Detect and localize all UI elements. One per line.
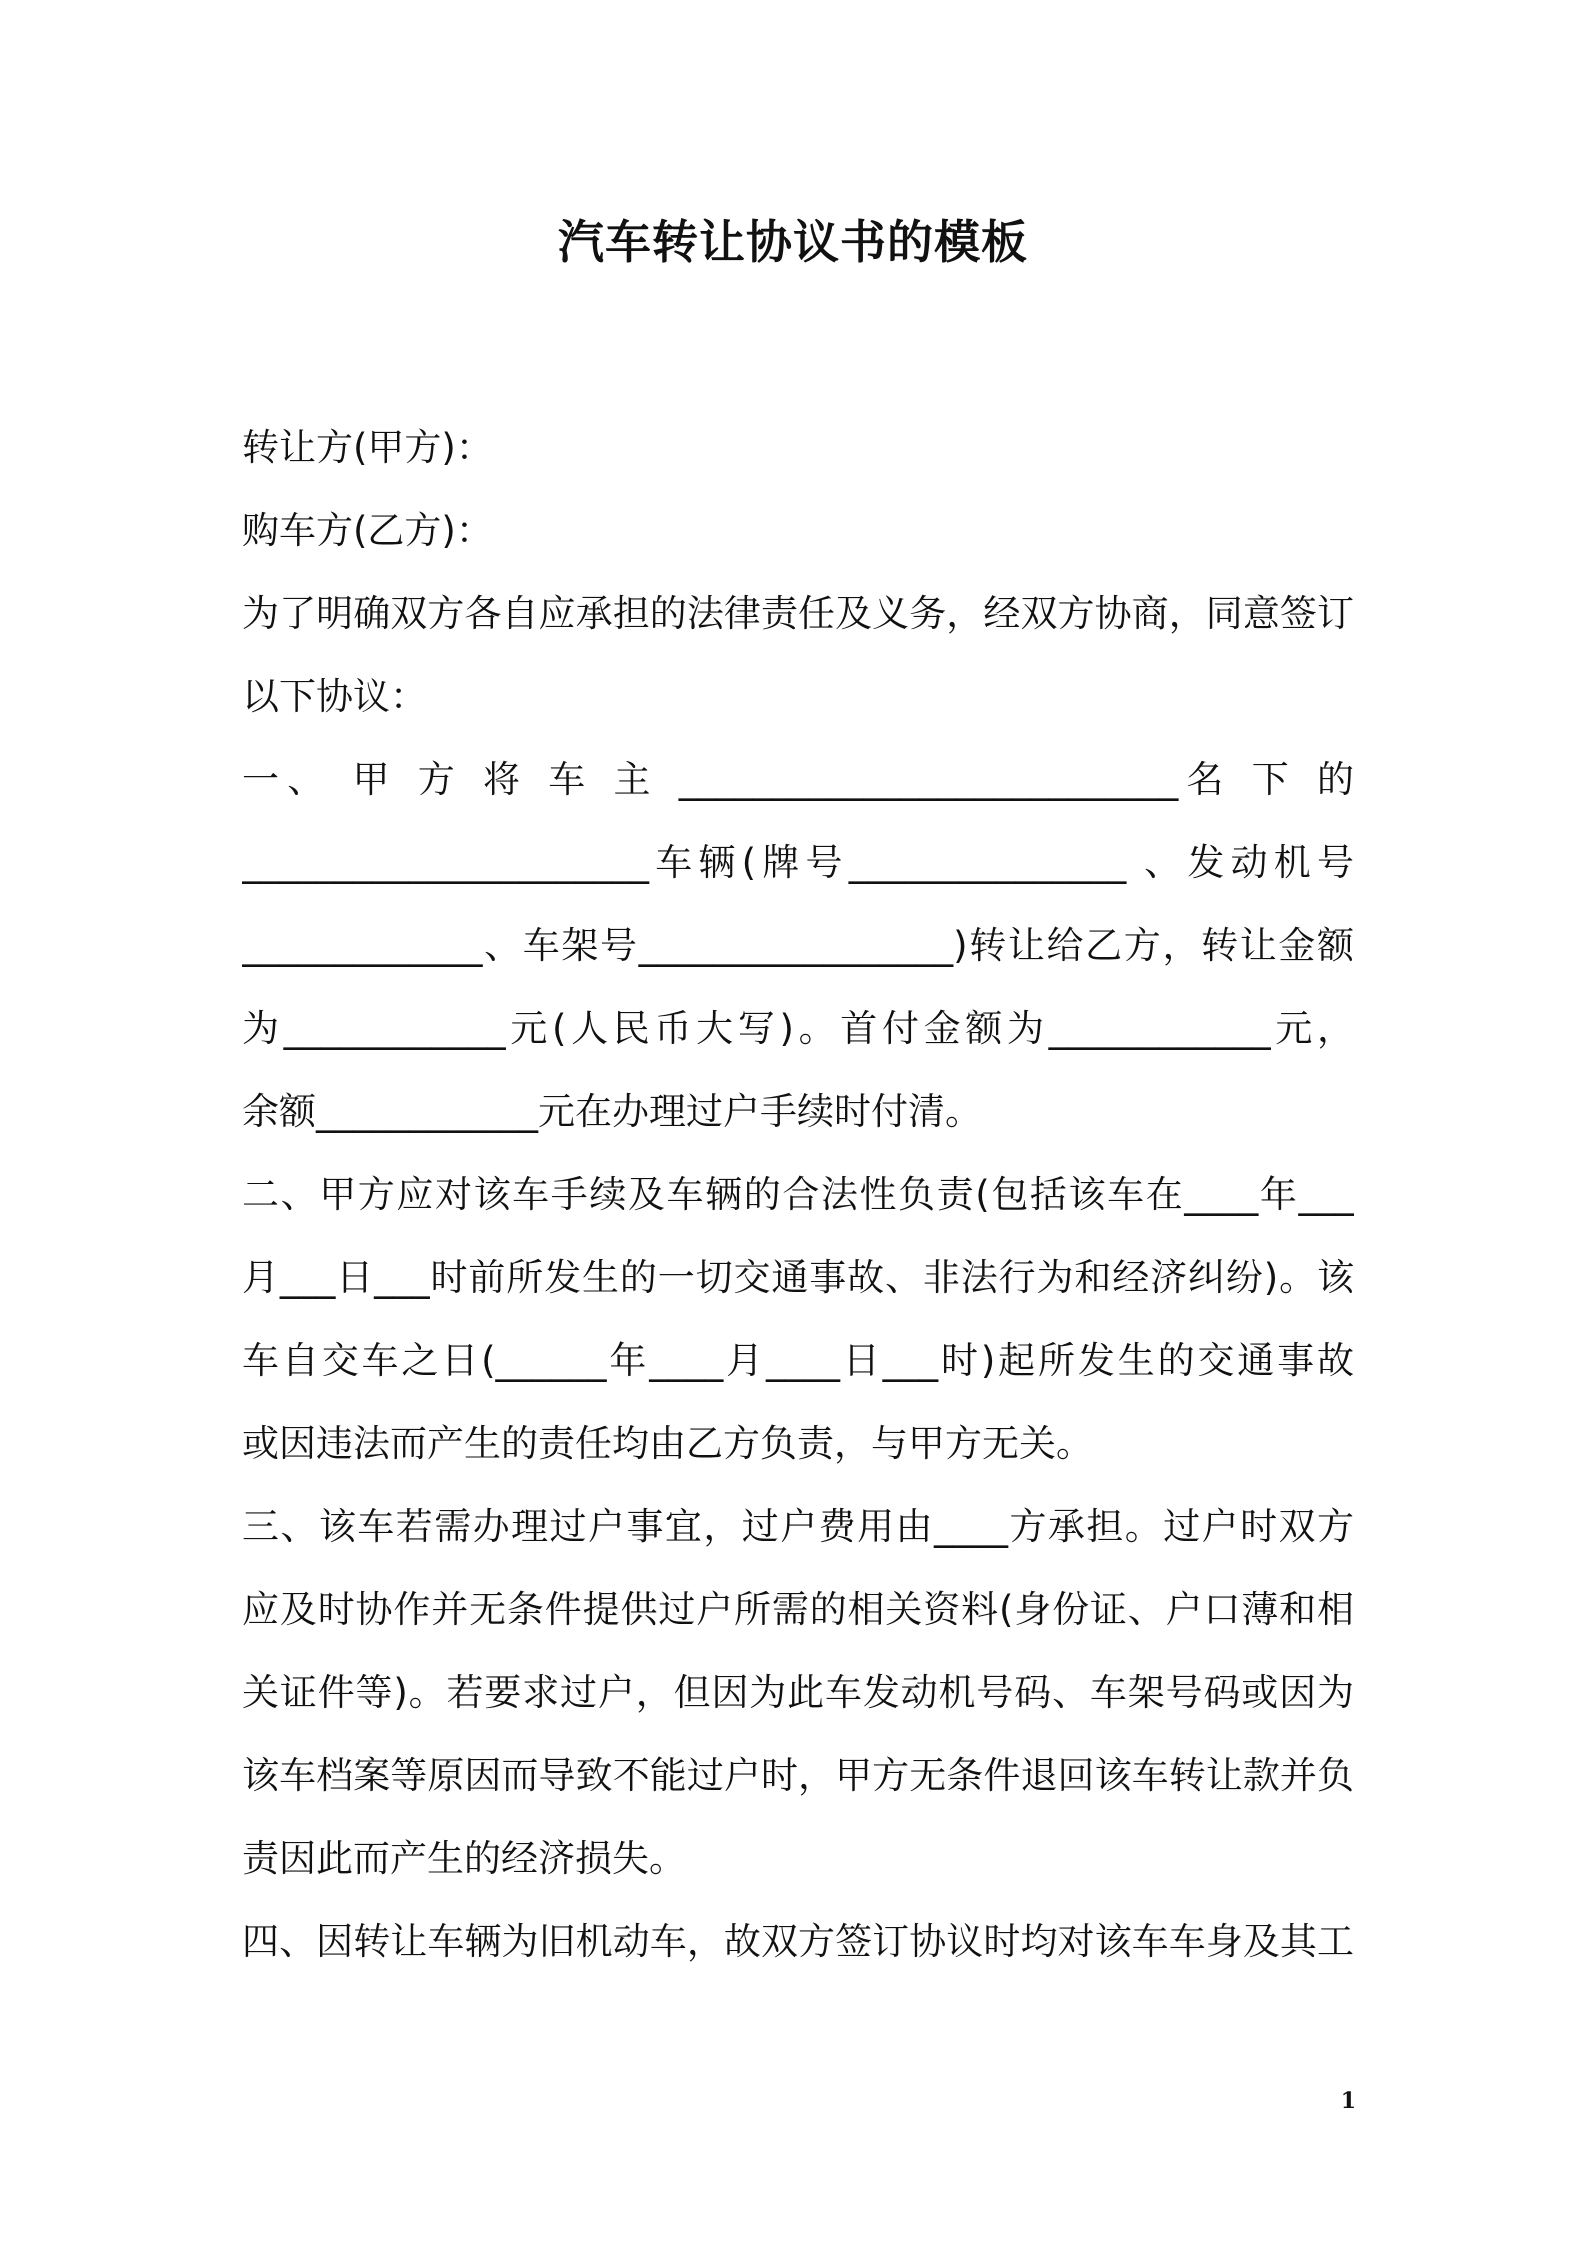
clause-1-line: ______________________车辆(牌号_______________ 、发动机号 — [242, 841, 1354, 884]
clause-3-line: 责因此而产生的经济损失。 — [242, 1837, 686, 1880]
clause-4-line: 四、因转让车辆为旧机动车，故双方签订协议时均对该车车身及其工 — [242, 1920, 1354, 1963]
document-title: 汽车转让协议书的模板 — [558, 215, 1028, 269]
intro-line: 为了明确双方各自应承担的法律责任及义务，经双方协商，同意签订 — [242, 592, 1354, 635]
clause-3-line: 三、该车若需办理过户事宜，过户费用由____方承担。过户时双方 — [242, 1505, 1354, 1548]
clause-2-line: 车自交车之日(______年____月____日___时)起所发生的交通事故 — [242, 1339, 1354, 1382]
clause-3-line: 关证件等)。若要求过户，但因为此车发动机号码、车架号码或因为 — [242, 1671, 1354, 1714]
clause-1-line: 余额____________元在办理过户手续时付清。 — [242, 1090, 982, 1133]
buyer-line: 购车方(乙方)： — [242, 509, 493, 552]
clause-3-line: 该车档案等原因而导致不能过户时，甲方无条件退回该车转让款并负 — [242, 1754, 1354, 1797]
clause-1-line: 为____________元(人民币大写)。首付金额为____________元， — [242, 1007, 1354, 1050]
page-number: 1 — [1340, 2088, 1356, 2114]
intro-line: 以下协议： — [242, 675, 427, 718]
clause-2-line: 月___日___时前所发生的一切交通事故、非法行为和经济纠纷)。该 — [242, 1256, 1354, 1299]
document-body — [242, 406, 1354, 1983]
transferor-line: 转让方(甲方)： — [242, 426, 493, 469]
clause-1-line: _____________、车架号_________________)转让给乙方，转让金额 — [242, 924, 1354, 967]
clause-3-line: 应及时协作并无条件提供过户所需的相关资料(身份证、户口薄和相 — [242, 1588, 1354, 1631]
clause-2-line: 二、甲方应对该车手续及车辆的合法性负责(包括该车在____年___ — [242, 1173, 1354, 1216]
clause-1-line: 一、 甲 方 将 车 主 ___________________________名 下 的 — [242, 758, 1354, 801]
clause-2-line: 或因违法而产生的责任均由乙方负责，与甲方无关。 — [242, 1422, 1093, 1465]
